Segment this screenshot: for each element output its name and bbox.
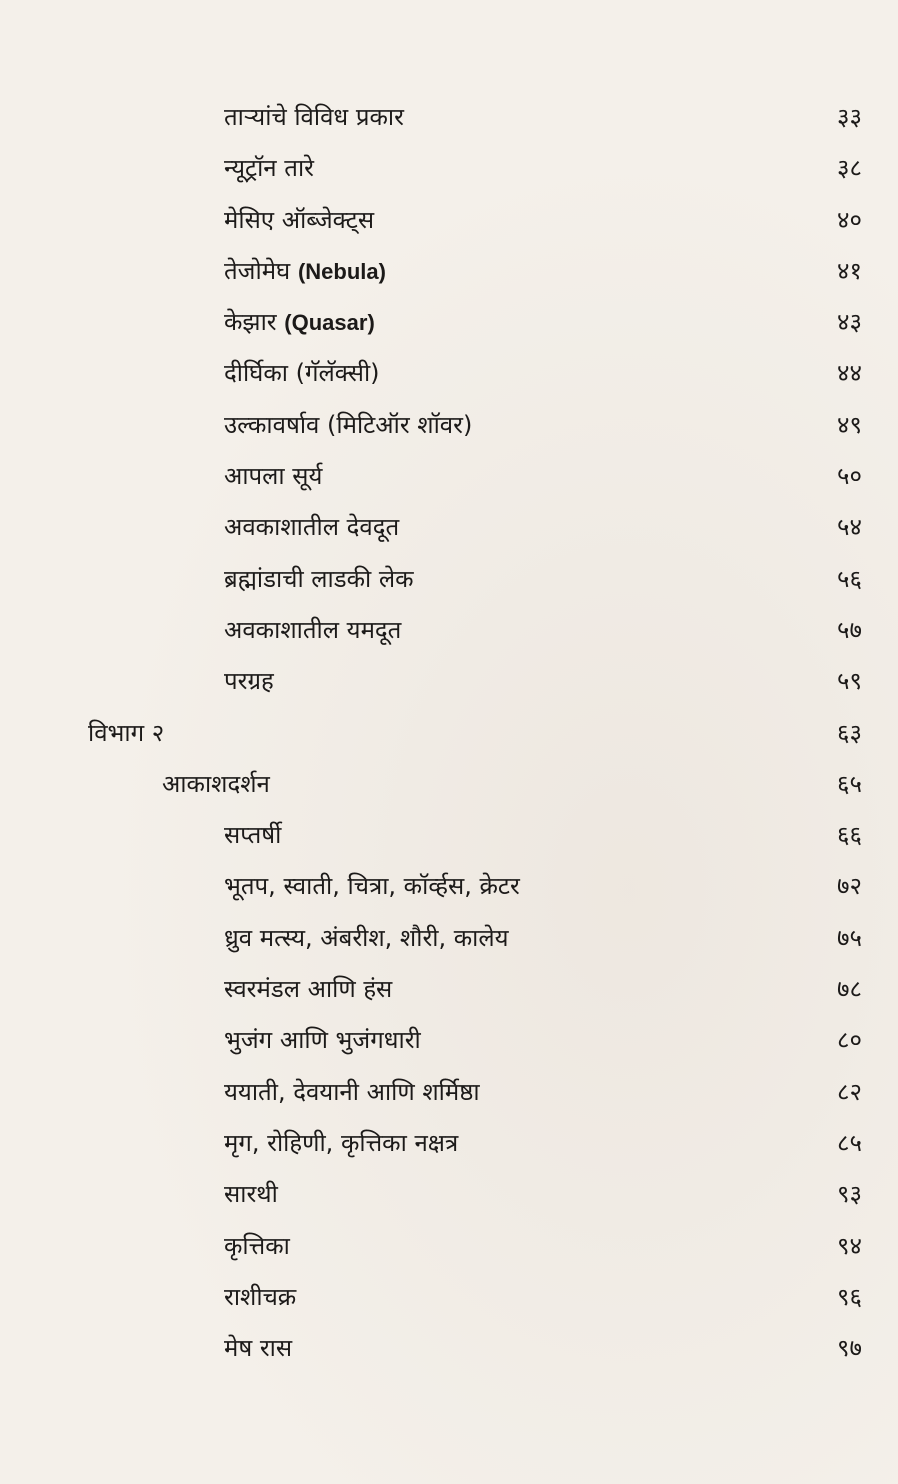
toc-entry-title-text: सारथी	[224, 1180, 278, 1209]
toc-entry	[0, 913, 898, 964]
toc-entry-title-text: ब्रह्मांडाची लाडकी लेक	[224, 564, 414, 593]
toc-entry-page-number: ६६	[837, 821, 862, 850]
toc-entry-title	[224, 1323, 292, 1374]
toc-entry-title	[224, 810, 281, 861]
toc-entry-page-number: ४०	[837, 205, 862, 234]
toc-entry-title-text: मृग, रोहिणी, कृत्तिका नक्षत्र	[224, 1128, 459, 1157]
toc-entry-title-text: दीर्घिका (गॅलॅक्सी)	[224, 359, 380, 388]
toc-entry-title	[224, 348, 380, 399]
toc-entry-title-text: आकाशदर्शन	[162, 769, 270, 798]
toc-entry-title	[88, 708, 164, 759]
toc-entry-page-number: ५४	[837, 513, 862, 542]
toc-entry-title-text: भुजंग आणि भुजंगधारी	[224, 1026, 421, 1055]
toc-entry	[0, 810, 898, 861]
toc-entry-page-number: ३८	[837, 154, 862, 183]
toc-entry	[0, 554, 898, 605]
toc-entry-title	[224, 92, 404, 143]
toc-entry-title-text: ध्रुव मत्स्य, अंबरीश, शौरी, कालेय	[224, 923, 509, 952]
toc-entry-title	[224, 451, 322, 502]
toc-entry	[0, 708, 898, 759]
toc-entry-page-number: ९६	[837, 1282, 862, 1311]
toc-entry	[0, 143, 898, 194]
toc-entry-title-latin: (Quasar)	[284, 310, 375, 336]
toc-entry-page-number: ८२	[837, 1077, 862, 1106]
toc-entry-title	[162, 759, 270, 810]
toc-entry-title	[224, 1221, 290, 1272]
toc-entry-page-number: ५६	[837, 564, 862, 593]
toc-entry	[0, 656, 898, 707]
toc-entry	[0, 1118, 898, 1169]
toc-entry-page-number: ८०	[837, 1026, 862, 1055]
toc-entry-page-number: ७८	[837, 975, 862, 1004]
toc-entry-title-text: आपला सूर्य	[224, 462, 323, 491]
toc-entry	[0, 605, 898, 656]
toc-entry-page-number: ९४	[837, 1231, 862, 1260]
toc-entry-page-number: ४१	[837, 256, 862, 285]
toc-entry-title	[224, 1015, 421, 1066]
toc-entry-title-text: सप्तर्षी	[224, 821, 282, 850]
toc-entry-title-text: भूतप, स्वाती, चित्रा, कॉर्व्हस, क्रेटर	[224, 872, 520, 901]
toc-entry	[0, 502, 898, 553]
toc-entry-title-text: केझार	[224, 308, 277, 337]
toc-entry-title-text: मेसिए ऑब्जेक्ट्स	[224, 205, 375, 234]
toc-entry-title	[224, 1118, 458, 1169]
toc-entry-page-number: ५०	[837, 462, 862, 491]
toc-entry-title	[224, 964, 392, 1015]
toc-entry-title	[224, 400, 472, 451]
toc-entry-title-text: ययाती, देवयानी आणि शर्मिष्ठा	[224, 1077, 480, 1106]
toc-entry-title	[224, 143, 314, 194]
toc-entry-title	[224, 246, 386, 297]
table-of-contents	[0, 92, 898, 1374]
toc-entry	[0, 92, 898, 143]
toc-entry	[0, 1067, 898, 1118]
toc-entry-title	[224, 913, 509, 964]
toc-entry-page-number: ७५	[837, 923, 862, 952]
toc-entry-title-text: विभाग २	[88, 718, 165, 747]
toc-entry	[0, 195, 898, 246]
toc-entry-title-text: ताऱ्यांचे विविध प्रकार	[224, 103, 404, 131]
toc-entry	[0, 1323, 898, 1374]
toc-entry	[0, 1015, 898, 1066]
toc-entry-title-text: राशीचक्र	[224, 1282, 297, 1311]
toc-entry-page-number: ८५	[837, 1128, 862, 1157]
toc-entry-page-number: ५७	[837, 615, 862, 644]
toc-entry-page-number: ४४	[837, 359, 862, 388]
toc-entry	[0, 451, 898, 502]
toc-entry-page-number: ६५	[837, 769, 862, 798]
toc-entry-title	[224, 297, 375, 348]
toc-entry	[0, 1169, 898, 1220]
toc-entry-page-number: ९३	[837, 1180, 862, 1209]
toc-entry-title-text: कृत्तिका	[224, 1231, 290, 1260]
toc-entry-title	[224, 502, 399, 553]
toc-entry-title	[224, 1169, 278, 1220]
toc-entry-title	[224, 1272, 296, 1323]
toc-entry	[0, 348, 898, 399]
toc-entry-title-text: अवकाशातील यमदूत	[224, 615, 402, 644]
toc-entry-title	[224, 554, 414, 605]
toc-entry-title	[224, 605, 401, 656]
toc-entry-page-number: ५९	[837, 667, 862, 696]
toc-entry	[0, 964, 898, 1015]
toc-entry-title-latin: (Nebula)	[297, 258, 386, 284]
toc-entry-title-text: तेजोमेघ	[224, 256, 291, 285]
toc-entry	[0, 400, 898, 451]
toc-entry	[0, 1272, 898, 1323]
toc-entry-title-text: परग्रह	[224, 667, 274, 696]
toc-entry-page-number: ६३	[837, 718, 862, 747]
toc-entry-title-text: उल्कावर्षाव (मिटिऑर शॉवर)	[224, 410, 473, 439]
toc-entry-page-number: ४३	[837, 308, 862, 337]
toc-entry-page-number: ३३	[837, 103, 862, 131]
toc-entry-title-text: मेष रास	[224, 1334, 293, 1363]
toc-entry-title-text: अवकाशातील देवदूत	[224, 513, 400, 542]
toc-entry-title	[224, 861, 520, 912]
toc-entry-title	[224, 656, 274, 707]
toc-entry-title-text: न्यूट्रॉन तारे	[224, 154, 314, 183]
toc-entry	[0, 246, 898, 297]
toc-entry-title-text: स्वरमंडल आणि हंस	[224, 975, 393, 1004]
toc-entry	[0, 759, 898, 810]
toc-entry-title	[224, 195, 374, 246]
toc-entry-title	[224, 1067, 480, 1118]
toc-entry-page-number: ४९	[837, 410, 862, 439]
toc-entry	[0, 1221, 898, 1272]
toc-entry	[0, 861, 898, 912]
toc-entry-page-number: ७२	[837, 872, 862, 901]
toc-entry-page-number: ९७	[837, 1334, 862, 1363]
toc-entry	[0, 297, 898, 348]
